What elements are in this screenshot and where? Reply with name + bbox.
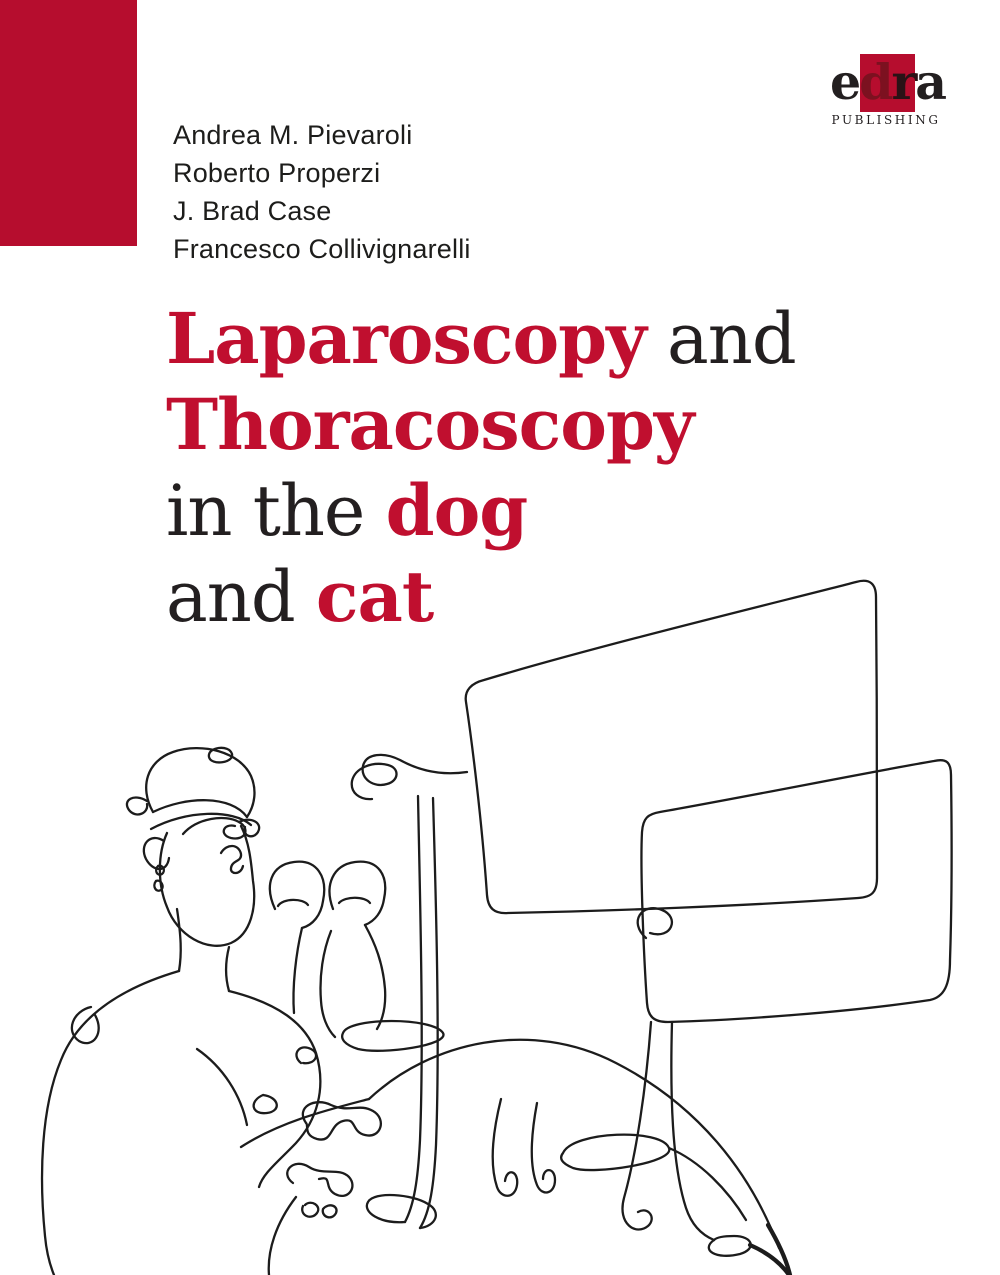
author-name: J. Brad Case bbox=[173, 196, 332, 226]
author-name: Francesco Collivignarelli bbox=[173, 234, 471, 264]
title-segment: and bbox=[645, 298, 796, 380]
surgeon-hands-instruments bbox=[269, 1102, 381, 1275]
equipment-pole bbox=[367, 796, 438, 1228]
patient-drape bbox=[241, 1040, 790, 1275]
monitor-stand bbox=[622, 1022, 789, 1275]
monitor-small bbox=[638, 760, 952, 1022]
title-segment: and bbox=[166, 556, 316, 638]
logo-letter-e: e bbox=[830, 53, 860, 111]
author-name: Andrea M. Pievaroli bbox=[173, 120, 413, 150]
monitor-large bbox=[466, 581, 877, 913]
title-segment: Thoracoscopy bbox=[166, 383, 694, 466]
author-name: Roberto Properzi bbox=[173, 158, 381, 188]
publisher-tagline: PUBLISHING bbox=[831, 113, 941, 127]
title-segment: Laparoscopy bbox=[166, 297, 646, 380]
logo-letter-r: r bbox=[891, 53, 916, 111]
logo-letter-a: a bbox=[915, 53, 946, 111]
logo-letter-d: d bbox=[859, 53, 892, 111]
title-segment: in the bbox=[166, 470, 386, 552]
surgeon-figure bbox=[42, 748, 320, 1275]
monitor-arm bbox=[352, 755, 467, 799]
title-segment: dog bbox=[385, 469, 528, 552]
title-segment: cat bbox=[315, 555, 434, 638]
